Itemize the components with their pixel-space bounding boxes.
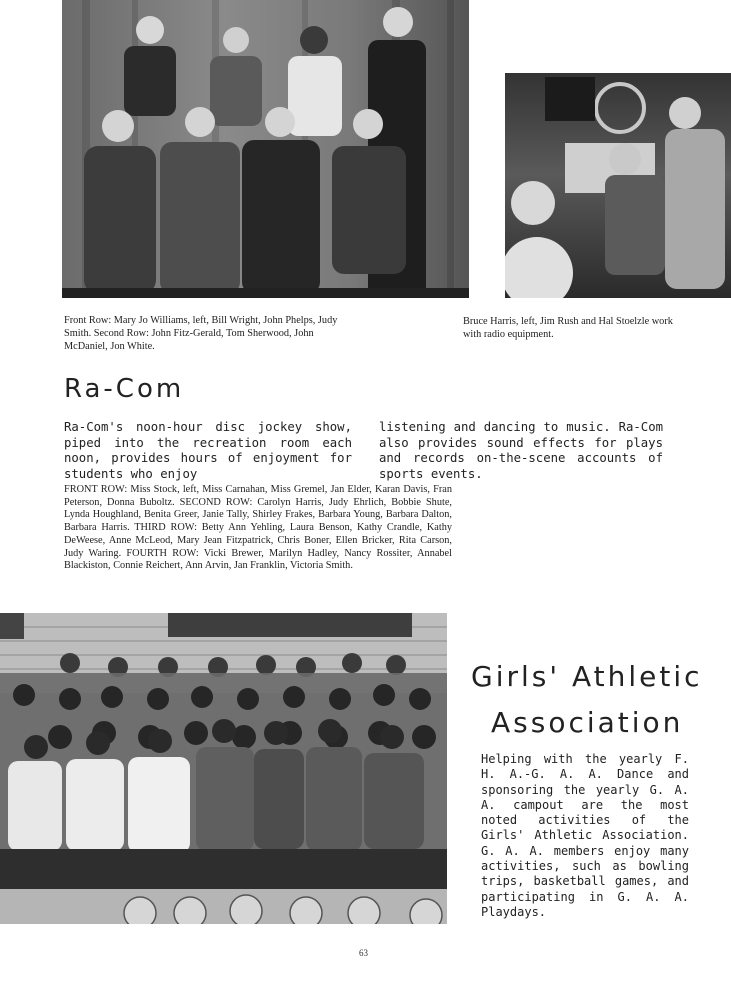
radio-photo-caption: Bruce Harris, left, Jim Rush and Hal Stoelzle work with radio equipment. [463,316,673,340]
radio-equipment-photo [505,73,731,298]
gaa-title-line1: Girls' Athletic [471,660,703,693]
racom-body-right: listening and dancing to music. Ra-Com also provides sound effects for plays and records on-the-scene accounts of sports events. [379,420,663,481]
gaa-group-photo [0,613,447,924]
racom-group-caption: Front Row: Mary Jo Williams, left, Bill Wright, John Phelps, Judy Smith. Second Row: John Fitz-Gerald, Tom Sherwood, John McDaniel, Jon White. [64,315,338,352]
gaa-roster-caption: FRONT ROW: Miss Stock, left, Miss Carnahan, Miss Gremel, Jan Elder, Karan Davis, Fran Peterson, Donna Buboltz. SECOND ROW: Carolyn Harris, Judy Ehrlich, Bobbie Shute, Lynda Houghland, Benita Greer, Janie Tally, Shirley Frakes, Barbara Young, Barbara Dalton, Barbara Harris. THIRD ROW: Betty Ann Yehling, Laura Benson, Kathy Crandle, Kathy DeWeese, Anne McLeod, Mary Jean Fitzpatrick, Chris Boner, Ellen Bricker, Rita Carson, Judy Waring. FOURTH ROW: Vicki Brewer, Marilyn Hadley, Nancy Rossiter, Annabel Blackiston, Connie Reichert, Ann Arvin, Jan Franklin, Victoria Smith. [64,484,452,572]
gaa-title-line2: Association [491,706,684,739]
page-number: 63 [359,948,368,958]
racom-group-photo [62,0,469,298]
racom-title: Ra-Com [64,374,185,404]
racom-body-left: Ra-Com's noon-hour disc jockey show, piped into the recreation room each noon, provides hours of enjoyment for students who enjoy [64,420,352,481]
gaa-body: Helping with the yearly F. H. A.-G. A. A. Dance and sponsoring the yearly G. A. A. campout are the most noted activities of the Girls' Athletic Association. G. A. A. members enjoy many activities, such as bowling trips, basketball games, and participating in G. A. A. Playdays. [481,752,689,919]
